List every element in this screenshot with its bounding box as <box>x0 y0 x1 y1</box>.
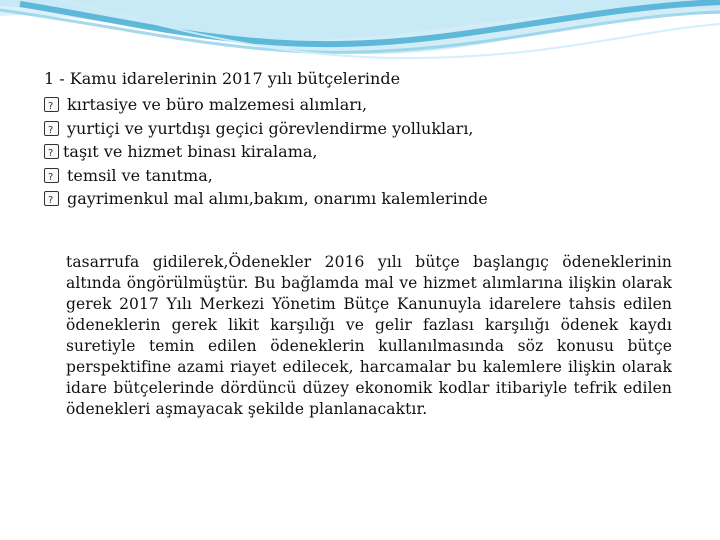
bullet-item <box>44 164 488 188</box>
missing-glyph-box-icon <box>44 191 59 206</box>
bullet-text: taşıt ve hizmet binası kiralama, <box>63 142 318 161</box>
missing-glyph-box-icon <box>44 168 59 183</box>
bullet-text: temsil ve tanıtma, <box>67 165 213 185</box>
body-paragraph: tasarrufa gidilerek,Ödenekler 2016 yılı bütçe başlangıç ödeneklerinin altında öngörülmüştür. Bu bağlamda mal ve hizmet alımlarına ilişkin olarak gerek 2017 Yılı Merkezi Yönetim Bütçe Kanunuyla idarelere tahsis edilen ödeneklerin gerek likit karşılığı ve gelir fazlası karşılığı ödenek kaydı suretiyle temin edilen ödeneklerin kullanılmasında söz konusu bütçe perspektifine azami riayet edilecek, harcamalar bu kalemlere ilişkin olarak idare bütçelerinde dördüncü düzey ekonomik kodlar itibariyle tefrik edilen ödenekleri aşmayacak şekilde planlanacaktır. <box>66 253 672 418</box>
missing-glyph-box-icon <box>44 121 59 136</box>
intro-line: 1 - Kamu idarelerinin 2017 yılı bütçelerinde <box>44 69 401 88</box>
bullet-text: yurtiçi ve yurtdışı geçici görevlendirme yollukları, <box>67 118 474 138</box>
bullet-item <box>44 117 488 141</box>
bullet-text: gayrimenkul mal alımı,bakım, onarımı kalemlerinde <box>67 189 488 208</box>
bullet-item <box>44 187 488 211</box>
bullet-list <box>44 93 488 211</box>
bullet-text: kırtasiye ve büro malzemesi alımları, <box>67 95 368 114</box>
missing-glyph-box-icon <box>44 97 59 112</box>
missing-glyph-box-icon <box>44 144 59 159</box>
bullet-item <box>44 93 488 117</box>
bullet-item <box>44 140 488 164</box>
